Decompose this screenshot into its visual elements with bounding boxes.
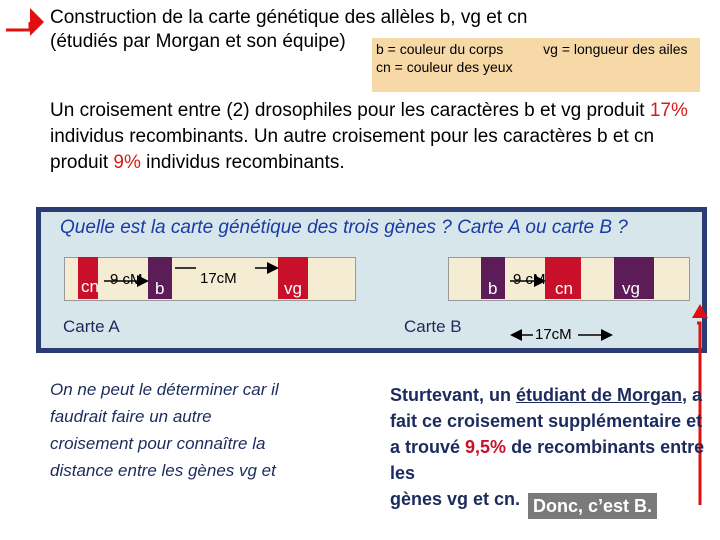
title-line-2: (étudiés par Morgan et son équipe) (50, 31, 346, 52)
left-explanation: On ne peut le déterminer car il faudrait faire un autre croisement pour connaître la distance entre les gènes vg et (50, 380, 279, 480)
right-text-1: Sturtevant, un (390, 385, 517, 405)
legend-b: b = couleur du corps (376, 41, 504, 57)
legend-vg: vg = longueur des ailes (543, 41, 688, 57)
red-arrow-top-left (6, 22, 30, 30)
right-text-3: , a fait ce croisement supplémentaire et a trouvé (390, 385, 703, 457)
carte-b-dist-17: 17cM (535, 326, 572, 343)
red-connector-arrowhead (692, 304, 708, 318)
carte-b-b-label: b (488, 279, 498, 298)
legend-cn: cn = couleur des yeux (376, 59, 513, 75)
carte-a-vg-label: vg (284, 279, 302, 298)
intro-text-1: Un croisement entre (2) drosophiles pour les caractères b et vg produit (50, 100, 650, 121)
intro-pct-2: 9% (113, 152, 141, 173)
intro-text-2: individus recombinants. Un autre croisement pour les caractères b et cn produit (50, 126, 655, 173)
carte-b-label: Carte B (404, 317, 462, 336)
carte-a-dist-9: 9 cM (110, 271, 143, 288)
carte-b-cn-label: cn (555, 279, 573, 298)
carte-b-dist-9: 9 cM (513, 271, 546, 288)
right-text-pct: 9,5% (465, 437, 507, 457)
intro-pct-1: 17% (649, 100, 688, 121)
title-line-1: Construction de la carte génétique des allèles b, vg et cn (50, 7, 528, 28)
right-text-5: de recombinants (506, 437, 656, 457)
carte-a-dist-17: 17cM (200, 270, 237, 287)
right-text-7: gènes vg et cn. (390, 489, 521, 509)
conclusion-box: Donc, c’est B. (528, 493, 657, 519)
carte-a-label: Carte A (63, 317, 120, 336)
intro-text-3: individus recombinants. (140, 152, 345, 173)
right-text-6: entre les (390, 437, 705, 483)
red-arrowhead-top-left (30, 8, 44, 36)
carte-b-vg-label: vg (622, 279, 640, 298)
carte-a-cn-label: cn (81, 277, 99, 296)
question: Quelle est la carte génétique des trois gènes ? Carte A ou carte B ? (60, 217, 628, 238)
right-text-student: étudiant de Morgan (516, 385, 683, 405)
carte-a-b-label: b (155, 279, 165, 298)
